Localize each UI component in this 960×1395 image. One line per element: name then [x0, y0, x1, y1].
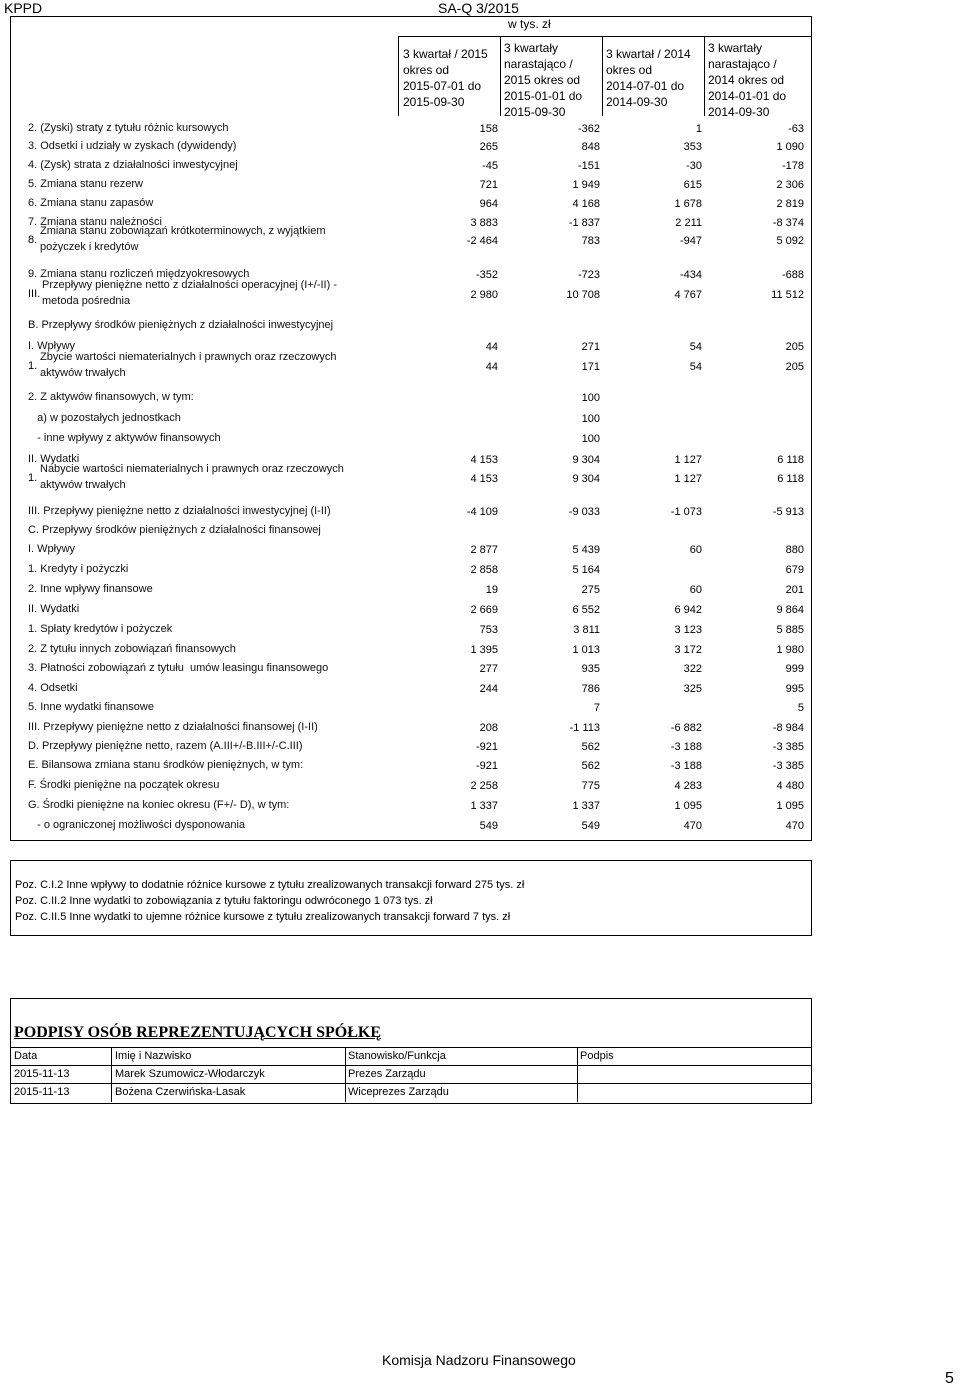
signatures-title: PODPISY OSÓB REPREZENTUJĄCYCH SPÓŁKĘ	[14, 1024, 382, 1041]
row-label: 2. Z aktywów finansowych, w tym:	[28, 391, 194, 403]
cell-value: 100	[581, 392, 600, 404]
cell-value: 549	[581, 820, 600, 832]
cell-value: 2 211	[675, 217, 702, 229]
cell-value: -178	[781, 160, 804, 172]
cell-value: 60	[689, 584, 702, 596]
footnote: Poz. C.II.5 Inne wydatki to ujemne różnice kursowe z tytułu zrealizowanych transakcji forward 7 tys. zł	[15, 911, 511, 923]
row-label: 5. Inne wydatki finansowe	[28, 701, 154, 713]
row-label: 4. Odsetki	[28, 682, 78, 694]
row-label: Zmiana stanu zobowiązań krótkoterminowych, z wyjątkiem	[40, 225, 326, 237]
sig-divider	[577, 1048, 578, 1066]
row-label: 1. Spłaty kredytów i pożyczek	[28, 623, 173, 635]
cell-value: 2 877	[470, 544, 498, 556]
footnote: Poz. C.II.2 Inne wydatki to zobowiązania z tytułu faktoringu odwróconego 1 073 tys. zł	[15, 895, 433, 907]
row-label: C. Przepływy środków pieniężnych z działalności finansowej	[28, 524, 321, 536]
cell-value: -1 837	[568, 217, 600, 229]
cell-value: -3 188	[670, 741, 702, 753]
cell-value: 7	[593, 702, 600, 714]
cell-value: 1 127	[674, 454, 702, 466]
cell-value: 2 980	[470, 289, 498, 301]
footnote: Poz. C.I.2 Inne wpływy to dodatnie różnice kursowe z tytułu zrealizowanych transakcji forward 275 tys. zł	[15, 879, 525, 891]
cell-value: -947	[679, 235, 702, 247]
cell-value: 4 283	[674, 780, 702, 792]
cell-value: -352	[475, 269, 498, 281]
cell-value: -9 033	[568, 506, 600, 518]
signature-row	[11, 1083, 811, 1102]
signatures-header-date: Data	[14, 1050, 38, 1062]
row-label: Nabycie wartości niematerialnych i prawnych oraz rzeczowych	[40, 463, 344, 475]
cell-value: 848	[581, 141, 600, 153]
cell-value: 6 552	[572, 604, 600, 616]
cell-value: 783	[581, 235, 600, 247]
cell-value: -921	[475, 741, 498, 753]
cell-value: 3 811	[573, 624, 600, 636]
row-label: - o ograniczonej możliwości dysponowania	[28, 819, 246, 831]
row-label: 2. Inne wpływy finansowe	[28, 583, 153, 595]
cell-value: 1 949	[572, 179, 600, 191]
cell-value: 271	[581, 341, 600, 353]
footer-text: Komisja Nadzoru Finansowego	[382, 1352, 576, 1368]
cell-value: 244	[479, 683, 498, 695]
signature-date: 2015-11-13	[14, 1068, 70, 1080]
row-label-continued: metoda pośrednia	[42, 295, 131, 307]
row-label: B. Przepływy środków pieniężnych z działalności inwestycyjnej	[28, 319, 334, 331]
row-number: III.	[28, 288, 41, 300]
row-label: I. Wpływy	[28, 543, 76, 555]
column-header-4: 3 kwartały narastająco / 2014 okres od 2014-01-01 do 2014-09-30	[708, 41, 787, 119]
cell-value: 5 164	[572, 564, 600, 576]
cell-value: 4 767	[674, 289, 702, 301]
row-label: a) w pozostałych jednostkach	[28, 412, 181, 424]
cell-value: 201	[785, 584, 804, 596]
cell-value: 5 092	[776, 235, 804, 247]
cell-value: 19	[485, 584, 498, 596]
cell-value: 470	[683, 820, 702, 832]
cell-value: 6 942	[674, 604, 702, 616]
cell-value: 44	[485, 361, 498, 373]
sig-divider	[345, 1084, 346, 1102]
row-label-continued: pożyczek i kredytów	[40, 241, 139, 253]
cell-value: 54	[689, 361, 702, 373]
row-label: Zbycie wartości niematerialnych i prawnych oraz rzeczowych	[40, 351, 337, 363]
signature-position: Prezes Zarządu	[348, 1068, 426, 1080]
cell-value: 3 172	[674, 644, 702, 656]
sig-divider	[577, 1084, 578, 1102]
column-header-2: 3 kwartały narastająco / 2015 okres od 2015-01-01 do 2015-09-30	[504, 41, 583, 119]
cell-value: 2 819	[776, 198, 804, 210]
cell-value: 60	[689, 544, 702, 556]
cell-value: 2 858	[470, 564, 498, 576]
row-number: 1.	[28, 360, 38, 372]
cell-value: 1 095	[674, 800, 702, 812]
cell-value: 100	[581, 413, 600, 425]
cell-value: -1 113	[569, 722, 600, 734]
cell-value: 54	[689, 341, 702, 353]
cell-value: 1 337	[470, 800, 498, 812]
cell-value: 322	[683, 663, 702, 675]
cell-value: 5	[797, 702, 804, 714]
cell-value: 562	[581, 760, 600, 772]
row-label: 9. Zmiana stanu rozliczeń międzyokresowych	[28, 268, 250, 280]
row-label: 2. (Zyski) straty z tytułu różnic kursowych	[28, 122, 229, 134]
row-label: 7. Zmiana stanu należności	[28, 216, 162, 228]
cell-value: 1 678	[674, 198, 702, 210]
cell-value: -921	[475, 760, 498, 772]
column-header-1: 3 kwartał / 2015 okres od 2015-07-01 do 2015-09-30	[403, 47, 488, 109]
row-label-continued: aktywów trwałych	[40, 367, 126, 379]
cell-value: 1 013	[572, 644, 600, 656]
row-label: 4. (Zysk) strata z działalności inwestycyjnej	[28, 159, 238, 171]
cell-value: 775	[581, 780, 600, 792]
signature-name: Marek Szumowicz-Włodarczyk	[115, 1068, 265, 1080]
row-label: E. Bilansowa zmiana stanu środków pieniężnych, w tym:	[28, 759, 304, 771]
cell-value: 964	[479, 198, 498, 210]
cell-value: -5 913	[772, 506, 804, 518]
cell-value: -3 188	[670, 760, 702, 772]
cell-value: 171	[581, 361, 600, 373]
cell-value: -434	[679, 269, 702, 281]
cell-value: -63	[788, 123, 804, 135]
row-label: 6. Zmiana stanu zapasów	[28, 197, 154, 209]
page-number: 5	[945, 1370, 954, 1387]
cell-value: 786	[581, 683, 600, 695]
cell-value: 9 304	[572, 454, 600, 466]
unit-label: w tys. zł	[508, 17, 551, 31]
cell-value: 999	[785, 663, 804, 675]
sig-divider	[577, 1066, 578, 1084]
cell-value: 1	[695, 123, 702, 135]
cell-value: 2 258	[470, 780, 498, 792]
cell-value: 205	[785, 341, 804, 353]
signatures-header-position: Stanowisko/Funkcja	[348, 1050, 446, 1062]
cell-value: 679	[785, 564, 804, 576]
cell-value: 205	[785, 361, 804, 373]
header-left: KPPD	[4, 0, 43, 16]
cell-value: 2 669	[470, 604, 498, 616]
cell-value: 549	[479, 820, 498, 832]
row-label: G. Środki pieniężne na koniec okresu (F+/- D), w tym:	[28, 799, 290, 811]
cell-value: 2 306	[776, 179, 804, 191]
cell-value: 10 708	[566, 289, 600, 301]
cell-value: 3 123	[674, 624, 702, 636]
cell-value: -3 385	[772, 741, 804, 753]
cell-value: 275	[581, 584, 600, 596]
cell-value: 935	[581, 663, 600, 675]
cell-value: 562	[581, 741, 600, 753]
cell-value: 4 480	[776, 780, 804, 792]
row-label: 2. Z tytułu innych zobowiązań finansowych	[28, 643, 236, 655]
row-label: - inne wpływy z aktywów finansowych	[28, 432, 221, 444]
row-label: 3. Płatności zobowiązań z tytułu umów leasingu finansowego	[28, 662, 329, 674]
cell-value: 1 980	[776, 644, 804, 656]
cell-value: 100	[581, 433, 600, 445]
cell-value: 208	[479, 722, 498, 734]
cell-value: 1 095	[776, 800, 804, 812]
cell-value: 721	[479, 179, 498, 191]
cell-value: -4 109	[466, 506, 498, 518]
signatures-header-signature: Podpis	[580, 1050, 614, 1062]
cell-value: 753	[479, 624, 498, 636]
cell-value: -8 374	[772, 217, 804, 229]
signatures-header-row	[11, 1047, 811, 1066]
cell-value: 1 127	[674, 473, 702, 485]
cell-value: 325	[683, 683, 702, 695]
cell-value: 277	[479, 663, 498, 675]
row-number: 1.	[28, 472, 38, 484]
cell-value: -30	[686, 160, 702, 172]
cell-value: 44	[485, 341, 498, 353]
cell-value: 1 090	[776, 141, 804, 153]
signature-date: 2015-11-13	[14, 1086, 70, 1098]
cell-value: 4 153	[470, 454, 498, 466]
cell-value: 158	[479, 123, 498, 135]
row-label: I. Wpływy	[28, 340, 76, 352]
row-label: III. Przepływy pieniężne netto z działalności inwestycyjnej (I-II)	[28, 505, 331, 517]
cell-value: 6 118	[777, 473, 804, 485]
cell-value: 3 883	[470, 217, 498, 229]
cell-value: -151	[577, 160, 600, 172]
row-number: 8.	[28, 234, 38, 246]
cell-value: 9 304	[572, 473, 600, 485]
cell-value: -1 073	[670, 506, 702, 518]
row-label: II. Wydatki	[28, 603, 80, 615]
cell-value: 11 512	[771, 289, 804, 301]
row-label: III. Przepływy pieniężne netto z działalności finansowej (I-II)	[28, 721, 318, 733]
cell-value: -8 984	[772, 722, 804, 734]
cell-value: -3 385	[772, 760, 804, 772]
signatures-header-name: Imię i Nazwisko	[115, 1050, 192, 1062]
cell-value: -45	[482, 160, 498, 172]
column-divider	[398, 36, 399, 116]
cell-value: 880	[785, 544, 804, 556]
cell-value: 470	[785, 820, 804, 832]
row-label: Przepływy pieniężne netto z działalności operacyjnej (I+/-II) -	[42, 279, 337, 291]
cell-value: 5 885	[776, 624, 804, 636]
cell-value: 5 439	[572, 544, 600, 556]
row-label: 5. Zmiana stanu rezerw	[28, 178, 143, 190]
cell-value: 4 153	[470, 473, 498, 485]
signature-name: Bożena Czerwińska-Lasak	[115, 1086, 246, 1098]
sig-divider	[345, 1048, 346, 1066]
cell-value: 995	[785, 683, 804, 695]
signature-position: Wiceprezes Zarządu	[348, 1086, 449, 1098]
sig-divider	[345, 1066, 346, 1084]
cell-value: 6 118	[777, 454, 804, 466]
footnotes-box	[10, 860, 812, 936]
signatures-box	[10, 998, 812, 1104]
cell-value: 4 168	[572, 198, 600, 210]
row-label: D. Przepływy pieniężne netto, razem (A.III+/-B.III+/-C.III)	[28, 740, 303, 752]
cell-value: 353	[683, 141, 702, 153]
row-label: 1. Kredyty i pożyczki	[28, 563, 129, 575]
cell-value: 1 395	[470, 644, 498, 656]
cell-value: 9 864	[776, 604, 804, 616]
row-label: 3. Odsetki i udziały w zyskach (dywidendy)	[28, 140, 237, 152]
cell-value: 615	[683, 179, 702, 191]
cell-value: -723	[577, 269, 600, 281]
signature-row	[11, 1065, 811, 1084]
sig-divider	[111, 1066, 112, 1084]
sig-divider	[111, 1084, 112, 1102]
cell-value: 1 337	[572, 800, 600, 812]
cell-value: 265	[479, 141, 498, 153]
sig-divider	[111, 1048, 112, 1066]
column-header-3: 3 kwartał / 2014 okres od 2014-07-01 do 2014-09-30	[606, 47, 691, 109]
cell-value: -362	[577, 123, 600, 135]
row-label: II. Wydatki	[28, 453, 80, 465]
cell-value: -688	[781, 269, 804, 281]
row-label-continued: aktywów trwałych	[40, 479, 126, 491]
cell-value: -6 882	[670, 722, 702, 734]
header-center: SA-Q 3/2015	[438, 0, 519, 16]
row-label: F. Środki pieniężne na początek okresu	[28, 779, 220, 791]
cell-value: -2 464	[466, 235, 498, 247]
